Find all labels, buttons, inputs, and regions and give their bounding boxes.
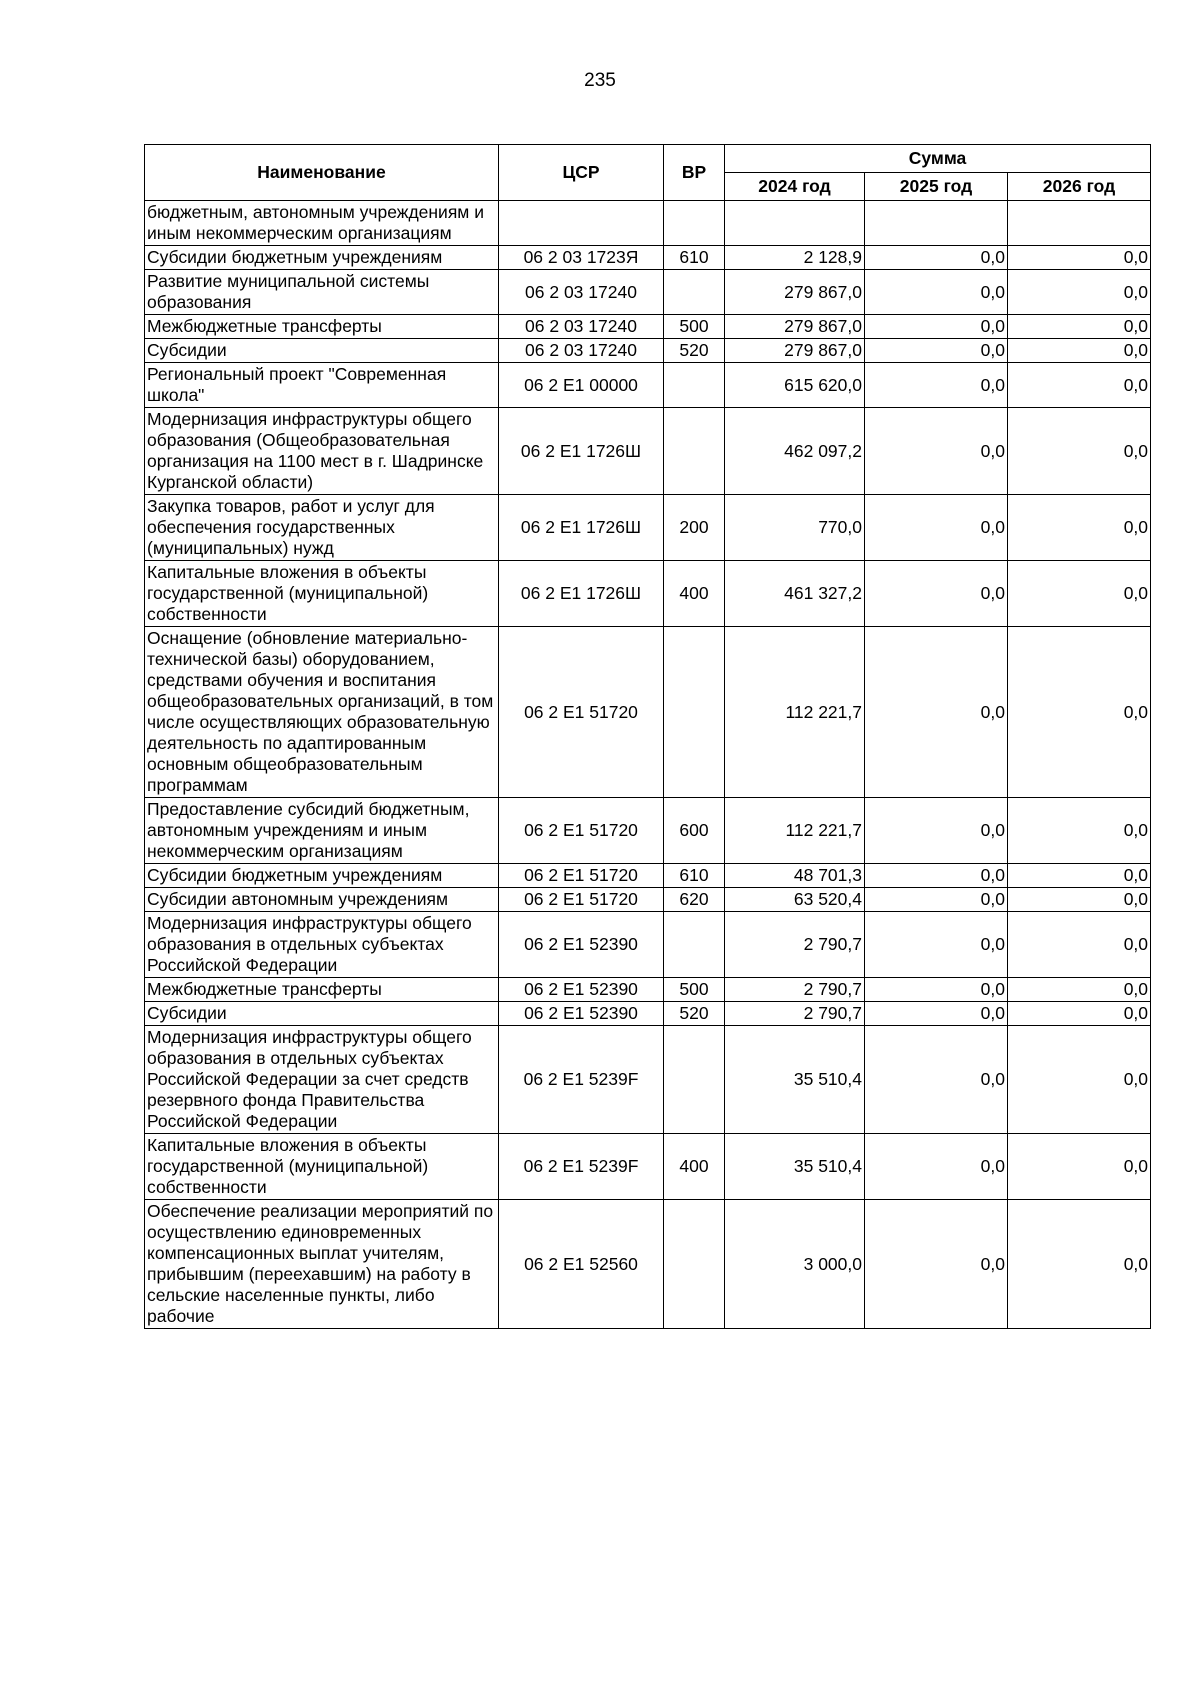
cell-csr: 06 2 03 17240 [499, 270, 664, 315]
cell-name: Обеспечение реализации мероприятий по осуществлению единовременных компенсационных выплат учителям, прибывшим (переехавшим) на работу в сельские населенные пункты, либо рабочие [145, 1200, 499, 1329]
cell-vr: 520 [664, 1002, 725, 1026]
cell-sum-2026: 0,0 [1008, 1134, 1151, 1200]
cell-vr: 200 [664, 495, 725, 561]
cell-sum-2025: 0,0 [865, 363, 1008, 408]
cell-vr [664, 363, 725, 408]
cell-csr: 06 2 E1 1726Ш [499, 495, 664, 561]
table-row [145, 246, 1151, 270]
cell-sum-2025: 0,0 [865, 408, 1008, 495]
column-header-2025: 2025 год [865, 173, 1008, 201]
cell-sum-2025 [865, 201, 1008, 246]
cell-sum-2025: 0,0 [865, 339, 1008, 363]
table-row [145, 978, 1151, 1002]
table-row [145, 864, 1151, 888]
cell-name: Субсидии бюджетным учреждениям [145, 864, 499, 888]
cell-csr: 06 2 E1 00000 [499, 363, 664, 408]
cell-name: бюджетным, автономным учреждениям и иным некоммерческим организациям [145, 201, 499, 246]
cell-csr: 06 2 E1 51720 [499, 627, 664, 798]
cell-sum-2024: 279 867,0 [725, 339, 865, 363]
cell-sum-2024: 770,0 [725, 495, 865, 561]
cell-csr: 06 2 E1 52390 [499, 912, 664, 978]
cell-name: Модернизация инфраструктуры общего образования в отдельных субъектах Российской Федерации за счет средств резервного фонда Правительства Российской Федерации [145, 1026, 499, 1134]
table-row [145, 363, 1151, 408]
cell-sum-2024: 112 221,7 [725, 798, 865, 864]
cell-sum-2024: 2 128,9 [725, 246, 865, 270]
cell-sum-2026: 0,0 [1008, 246, 1151, 270]
table-row [145, 912, 1151, 978]
cell-csr: 06 2 03 17240 [499, 339, 664, 363]
cell-sum-2025: 0,0 [865, 912, 1008, 978]
cell-name: Капитальные вложения в объекты государственной (муниципальной) собственности [145, 561, 499, 627]
cell-sum-2024: 2 790,7 [725, 912, 865, 978]
cell-csr: 06 2 E1 52390 [499, 978, 664, 1002]
table-row [145, 201, 1151, 246]
table-body [145, 201, 1151, 1329]
page-number: 235 [584, 70, 616, 91]
cell-name: Субсидии автономным учреждениям [145, 888, 499, 912]
cell-vr: 620 [664, 888, 725, 912]
cell-sum-2026: 0,0 [1008, 270, 1151, 315]
cell-sum-2024: 615 620,0 [725, 363, 865, 408]
cell-csr [499, 201, 664, 246]
cell-name: Предоставление субсидий бюджетным, автономным учреждениям и иным некоммерческим организациям [145, 798, 499, 864]
cell-sum-2025: 0,0 [865, 1200, 1008, 1329]
cell-csr: 06 2 03 1723Я [499, 246, 664, 270]
cell-vr [664, 201, 725, 246]
cell-sum-2024: 63 520,4 [725, 888, 865, 912]
cell-sum-2025: 0,0 [865, 978, 1008, 1002]
cell-vr [664, 627, 725, 798]
cell-sum-2026: 0,0 [1008, 864, 1151, 888]
cell-sum-2025: 0,0 [865, 888, 1008, 912]
cell-csr: 06 2 E1 51720 [499, 864, 664, 888]
cell-sum-2025: 0,0 [865, 246, 1008, 270]
cell-sum-2025: 0,0 [865, 561, 1008, 627]
column-header-name: Наименование [145, 145, 499, 201]
column-header-2026: 2026 год [1008, 173, 1151, 201]
table-row [145, 408, 1151, 495]
column-header-2024: 2024 год [725, 173, 865, 201]
column-header-vr: ВР [664, 145, 725, 201]
cell-name: Субсидии [145, 339, 499, 363]
cell-csr: 06 2 E1 51720 [499, 798, 664, 864]
cell-vr: 600 [664, 798, 725, 864]
cell-sum-2024: 3 000,0 [725, 1200, 865, 1329]
cell-csr: 06 2 E1 5239F [499, 1134, 664, 1200]
cell-sum-2026: 0,0 [1008, 561, 1151, 627]
cell-vr: 500 [664, 315, 725, 339]
cell-sum-2024: 462 097,2 [725, 408, 865, 495]
cell-sum-2026: 0,0 [1008, 315, 1151, 339]
table-row [145, 495, 1151, 561]
cell-sum-2026: 0,0 [1008, 1002, 1151, 1026]
cell-name: Субсидии [145, 1002, 499, 1026]
cell-vr [664, 270, 725, 315]
cell-vr: 610 [664, 864, 725, 888]
cell-sum-2026: 0,0 [1008, 495, 1151, 561]
cell-name: Межбюджетные трансферты [145, 315, 499, 339]
cell-name: Межбюджетные трансферты [145, 978, 499, 1002]
cell-sum-2024: 35 510,4 [725, 1134, 865, 1200]
cell-sum-2026: 0,0 [1008, 798, 1151, 864]
table-row [145, 1200, 1151, 1329]
cell-vr: 500 [664, 978, 725, 1002]
cell-csr: 06 2 E1 51720 [499, 888, 664, 912]
cell-sum-2024: 2 790,7 [725, 978, 865, 1002]
cell-name: Модернизация инфраструктуры общего образования (Общеобразовательная организация на 1100 мест в г. Шадринске Курганской области) [145, 408, 499, 495]
cell-sum-2026: 0,0 [1008, 1026, 1151, 1134]
cell-sum-2024: 461 327,2 [725, 561, 865, 627]
cell-sum-2026: 0,0 [1008, 978, 1151, 1002]
cell-sum-2024 [725, 201, 865, 246]
cell-name: Закупка товаров, работ и услуг для обеспечения государственных (муниципальных) нужд [145, 495, 499, 561]
cell-sum-2025: 0,0 [865, 1002, 1008, 1026]
cell-sum-2026: 0,0 [1008, 888, 1151, 912]
cell-sum-2024: 48 701,3 [725, 864, 865, 888]
budget-table [144, 144, 1151, 1329]
cell-name: Региональный проект "Современная школа" [145, 363, 499, 408]
cell-name: Капитальные вложения в объекты государственной (муниципальной) собственности [145, 1134, 499, 1200]
cell-sum-2026: 0,0 [1008, 912, 1151, 978]
cell-vr [664, 1200, 725, 1329]
cell-sum-2025: 0,0 [865, 495, 1008, 561]
cell-sum-2026: 0,0 [1008, 339, 1151, 363]
cell-sum-2026: 0,0 [1008, 1200, 1151, 1329]
cell-sum-2025: 0,0 [865, 798, 1008, 864]
cell-csr: 06 2 03 17240 [499, 315, 664, 339]
table-row [145, 270, 1151, 315]
cell-csr: 06 2 E1 1726Ш [499, 408, 664, 495]
cell-vr: 400 [664, 1134, 725, 1200]
cell-sum-2024: 112 221,7 [725, 627, 865, 798]
cell-sum-2024: 279 867,0 [725, 270, 865, 315]
table-row [145, 1002, 1151, 1026]
cell-sum-2024: 279 867,0 [725, 315, 865, 339]
table-row [145, 798, 1151, 864]
cell-vr: 400 [664, 561, 725, 627]
cell-name: Оснащение (обновление материально-технической базы) оборудованием, средствами обучения и воспитания общеобразовательных организаций, в том числе осуществляющих образовательную деятельность по адаптированным основным общеобразовательным программам [145, 627, 499, 798]
cell-sum-2024: 2 790,7 [725, 1002, 865, 1026]
cell-csr: 06 2 E1 5239F [499, 1026, 664, 1134]
column-header-sum: Сумма [725, 145, 1151, 173]
cell-sum-2025: 0,0 [865, 1026, 1008, 1134]
cell-sum-2026 [1008, 201, 1151, 246]
cell-name: Модернизация инфраструктуры общего образования в отдельных субъектах Российской Федерации [145, 912, 499, 978]
table-row [145, 561, 1151, 627]
table-header [145, 145, 1151, 201]
table-row [145, 315, 1151, 339]
table-row [145, 1134, 1151, 1200]
cell-sum-2026: 0,0 [1008, 627, 1151, 798]
cell-vr [664, 408, 725, 495]
column-header-csr: ЦСР [499, 145, 664, 201]
cell-vr: 520 [664, 339, 725, 363]
cell-sum-2026: 0,0 [1008, 408, 1151, 495]
cell-name: Развитие муниципальной системы образования [145, 270, 499, 315]
table-row [145, 1026, 1151, 1134]
cell-sum-2024: 35 510,4 [725, 1026, 865, 1134]
cell-vr: 610 [664, 246, 725, 270]
table-row [145, 339, 1151, 363]
cell-vr [664, 1026, 725, 1134]
cell-csr: 06 2 E1 1726Ш [499, 561, 664, 627]
cell-sum-2025: 0,0 [865, 270, 1008, 315]
cell-sum-2025: 0,0 [865, 864, 1008, 888]
cell-sum-2025: 0,0 [865, 1134, 1008, 1200]
table-row [145, 627, 1151, 798]
cell-csr: 06 2 E1 52390 [499, 1002, 664, 1026]
cell-name: Субсидии бюджетным учреждениям [145, 246, 499, 270]
table-row [145, 888, 1151, 912]
cell-vr [664, 912, 725, 978]
cell-sum-2026: 0,0 [1008, 363, 1151, 408]
cell-csr: 06 2 E1 52560 [499, 1200, 664, 1329]
cell-sum-2025: 0,0 [865, 315, 1008, 339]
cell-sum-2025: 0,0 [865, 627, 1008, 798]
